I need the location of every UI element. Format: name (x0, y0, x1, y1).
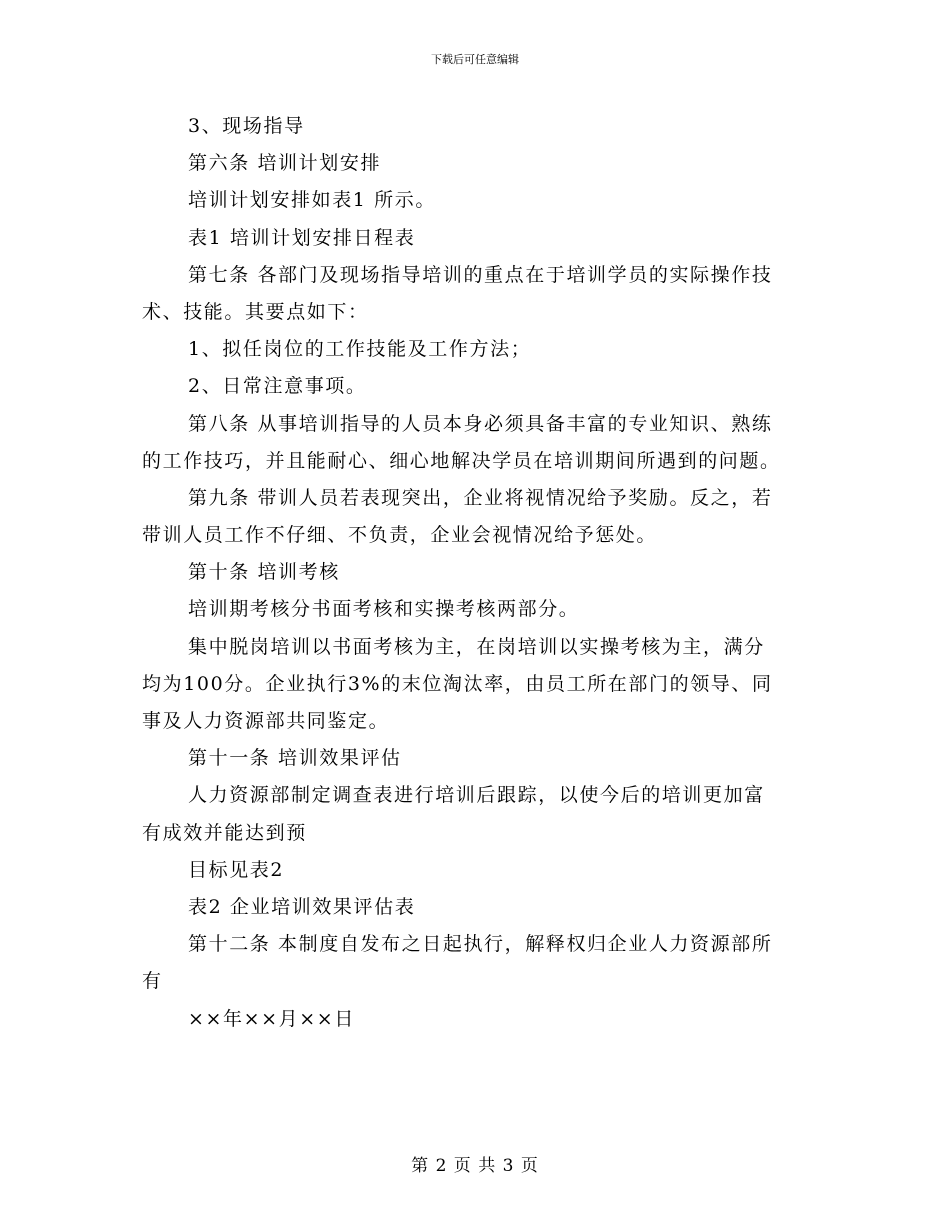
paragraph-line: 目标见表2 (188, 858, 285, 881)
paragraph-line: 第七条 各部门及现场指导培训的重点在于培训学员的实际操作技 (188, 263, 773, 286)
paragraph-line: 培训期考核分书面考核和实操考核两部分。 (188, 598, 580, 621)
list-item: 1、拟任岗位的工作技能及工作方法； (188, 338, 532, 361)
paragraph-line: 有 (142, 970, 163, 993)
paragraph-line: 有成效并能达到预 (142, 821, 307, 844)
paragraph-line: 第十二条 本制度自发布之日起执行，解释权归企业人力资源部所 (188, 933, 773, 956)
paragraph-line: 第八条 从事培训指导的人员本身必须具备丰富的专业知识、熟练 (188, 412, 773, 435)
section-heading: 第十条 培训考核 (188, 561, 340, 584)
paragraph-line: 第九条 带训人员若表现突出，企业将视情况给予奖励。反之，若 (188, 486, 773, 509)
section-heading: 第十一条 培训效果评估 (188, 747, 402, 770)
table-caption: 表2 企业培训效果评估表 (188, 895, 416, 918)
document-body (142, 108, 810, 1038)
list-item: 2、日常注意事项。 (188, 375, 367, 398)
paragraph-line: 的工作技巧，并且能耐心、细心地解决学员在培训期间所遇到的问题。 (142, 449, 781, 472)
paragraph-line: 人力资源部制定调查表进行培训后跟踪，以使今后的培训更加富 (188, 784, 765, 807)
paragraph-line: 术、技能。其要点如下： (142, 300, 369, 323)
paragraph-line: 事及人力资源部共同鉴定。 (142, 710, 390, 732)
paragraph-line: 集中脱岗培训以书面考核为主，在岗培训以实操考核为主，满分 (188, 635, 765, 658)
page-footer: 第 2 页 共 3 页 (411, 1156, 539, 1176)
table-caption: 表1 培训计划安排日程表 (188, 226, 416, 249)
text-line: 培训计划安排如表1 所示。 (188, 189, 436, 212)
page-header: 下载后可任意编辑 (431, 53, 519, 66)
text-line: 3、现场指导 (188, 115, 305, 137)
paragraph-line: 均为100分。企业执行3%的末位淘汰率，由员工所在部门的领导、同 (142, 672, 773, 695)
paragraph-line: 带训人员工作不仔细、不负责，企业会视情况给予惩处。 (142, 524, 658, 547)
section-heading: 第六条 培训计划安排 (188, 152, 382, 175)
date-line: ××年××月××日 (188, 1007, 355, 1030)
